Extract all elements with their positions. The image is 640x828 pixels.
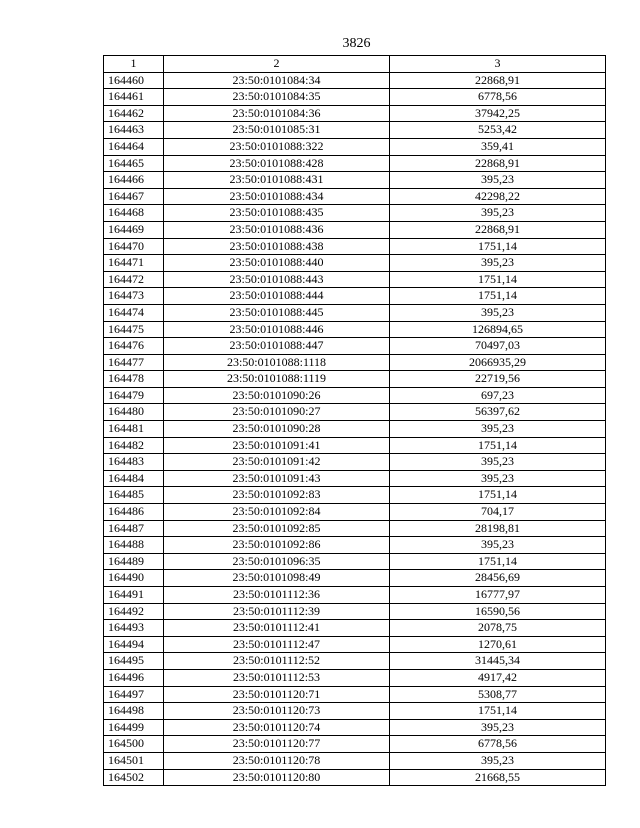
table-row: [104, 205, 606, 222]
cadastral-number-cell: 23:50:0101084:35: [164, 89, 390, 106]
row-number-cell: 164495: [104, 653, 164, 670]
table-row: [104, 703, 606, 720]
table-row: [104, 719, 606, 736]
cadastral-number-cell: 23:50:0101112:36: [164, 587, 390, 604]
cadastral-number-cell: 23:50:0101088:435: [164, 205, 390, 222]
column-header-2: 2: [164, 56, 390, 73]
table-row: [104, 155, 606, 172]
value-cell: 6778,56: [390, 736, 606, 753]
value-cell: 1751,14: [390, 288, 606, 305]
value-cell: 395,23: [390, 205, 606, 222]
cadastral-number-cell: 23:50:0101090:27: [164, 404, 390, 421]
table-row: [104, 172, 606, 189]
column-header-1: 1: [104, 56, 164, 73]
table-row: [104, 603, 606, 620]
row-number-cell: 164501: [104, 752, 164, 769]
value-cell: 37942,25: [390, 105, 606, 122]
table-row: [104, 537, 606, 554]
cadastral-number-cell: 23:50:0101092:83: [164, 487, 390, 504]
value-cell: 31445,34: [390, 653, 606, 670]
table-row: [104, 437, 606, 454]
row-number-cell: 164499: [104, 719, 164, 736]
cadastral-number-cell: 23:50:0101088:440: [164, 255, 390, 272]
cadastral-number-cell: 23:50:0101120:80: [164, 769, 390, 786]
table-row: [104, 470, 606, 487]
table-row: [104, 304, 606, 321]
value-cell: 22868,91: [390, 155, 606, 172]
row-number-cell: 164485: [104, 487, 164, 504]
row-number-cell: 164479: [104, 387, 164, 404]
cadastral-number-cell: 23:50:0101092:84: [164, 504, 390, 521]
cadastral-number-cell: 23:50:0101088:434: [164, 188, 390, 205]
value-cell: 42298,22: [390, 188, 606, 205]
table-row: [104, 686, 606, 703]
table-row: [104, 570, 606, 587]
cadastral-number-cell: 23:50:0101112:52: [164, 653, 390, 670]
value-cell: 395,23: [390, 304, 606, 321]
table-row: [104, 122, 606, 139]
table-row: [104, 371, 606, 388]
table-row: [104, 669, 606, 686]
table-row: [104, 736, 606, 753]
row-number-cell: 164462: [104, 105, 164, 122]
cadastral-number-cell: 23:50:0101088:431: [164, 172, 390, 189]
row-number-cell: 164460: [104, 72, 164, 89]
value-cell: 22719,56: [390, 371, 606, 388]
value-cell: 395,23: [390, 421, 606, 438]
cadastral-number-cell: 23:50:0101088:428: [164, 155, 390, 172]
value-cell: 395,23: [390, 719, 606, 736]
cadastral-number-cell: 23:50:0101112:53: [164, 669, 390, 686]
row-number-cell: 164466: [104, 172, 164, 189]
row-number-cell: 164496: [104, 669, 164, 686]
row-number-cell: 164465: [104, 155, 164, 172]
row-number-cell: 164467: [104, 188, 164, 205]
data-table: [103, 55, 606, 786]
table-body: [104, 72, 606, 786]
cadastral-number-cell: 23:50:0101088:322: [164, 138, 390, 155]
table-row: [104, 387, 606, 404]
row-number-cell: 164478: [104, 371, 164, 388]
value-cell: 28198,81: [390, 520, 606, 537]
row-number-cell: 164484: [104, 470, 164, 487]
cadastral-number-cell: 23:50:0101084:34: [164, 72, 390, 89]
cadastral-number-cell: 23:50:0101088:446: [164, 321, 390, 338]
page-number: 3826: [342, 36, 371, 51]
table-row: [104, 520, 606, 537]
table-row: [104, 72, 606, 89]
table-row: [104, 188, 606, 205]
value-cell: 1270,61: [390, 636, 606, 653]
row-number-cell: 164481: [104, 421, 164, 438]
row-number-cell: 164497: [104, 686, 164, 703]
row-number-cell: 164463: [104, 122, 164, 139]
cadastral-number-cell: 23:50:0101098:49: [164, 570, 390, 587]
row-number-cell: 164486: [104, 504, 164, 521]
value-cell: 2066935,29: [390, 354, 606, 371]
row-number-cell: 164500: [104, 736, 164, 753]
table-row: [104, 769, 606, 786]
table-row: [104, 89, 606, 106]
row-number-cell: 164472: [104, 271, 164, 288]
cadastral-number-cell: 23:50:0101088:436: [164, 221, 390, 238]
cadastral-number-cell: 23:50:0101088:1119: [164, 371, 390, 388]
cadastral-number-cell: 23:50:0101090:26: [164, 387, 390, 404]
row-number-cell: 164477: [104, 354, 164, 371]
row-number-cell: 164488: [104, 537, 164, 554]
cadastral-number-cell: 23:50:0101088:447: [164, 338, 390, 355]
cadastral-number-cell: 23:50:0101120:73: [164, 703, 390, 720]
table-row: [104, 421, 606, 438]
row-number-cell: 164464: [104, 138, 164, 155]
table-row: [104, 587, 606, 604]
value-cell: 1751,14: [390, 271, 606, 288]
value-cell: 1751,14: [390, 703, 606, 720]
value-cell: 1751,14: [390, 437, 606, 454]
table-row: [104, 620, 606, 637]
value-cell: 359,41: [390, 138, 606, 155]
row-number-cell: 164482: [104, 437, 164, 454]
cadastral-number-cell: 23:50:0101088:1118: [164, 354, 390, 371]
table-row: [104, 288, 606, 305]
value-cell: 395,23: [390, 470, 606, 487]
row-number-cell: 164491: [104, 587, 164, 604]
value-cell: 395,23: [390, 537, 606, 554]
value-cell: 126894,65: [390, 321, 606, 338]
value-cell: 395,23: [390, 752, 606, 769]
table-row: [104, 553, 606, 570]
cadastral-number-cell: 23:50:0101084:36: [164, 105, 390, 122]
cadastral-number-cell: 23:50:0101112:39: [164, 603, 390, 620]
row-number-cell: 164494: [104, 636, 164, 653]
value-cell: 4917,42: [390, 669, 606, 686]
row-number-cell: 164490: [104, 570, 164, 587]
row-number-cell: 164489: [104, 553, 164, 570]
cadastral-number-cell: 23:50:0101092:85: [164, 520, 390, 537]
row-number-cell: 164502: [104, 769, 164, 786]
value-cell: 395,23: [390, 172, 606, 189]
cadastral-number-cell: 23:50:0101096:35: [164, 553, 390, 570]
cadastral-number-cell: 23:50:0101088:444: [164, 288, 390, 305]
cadastral-number-cell: 23:50:0101120:78: [164, 752, 390, 769]
table-row: [104, 504, 606, 521]
value-cell: 21668,55: [390, 769, 606, 786]
table-row: [104, 338, 606, 355]
cadastral-number-cell: 23:50:0101088:443: [164, 271, 390, 288]
cadastral-number-cell: 23:50:0101120:74: [164, 719, 390, 736]
cadastral-number-cell: 23:50:0101091:41: [164, 437, 390, 454]
value-cell: 70497,03: [390, 338, 606, 355]
value-cell: 56397,62: [390, 404, 606, 421]
row-number-cell: 164483: [104, 454, 164, 471]
value-cell: 6778,56: [390, 89, 606, 106]
cadastral-number-cell: 23:50:0101088:438: [164, 238, 390, 255]
row-number-cell: 164471: [104, 255, 164, 272]
value-cell: 5308,77: [390, 686, 606, 703]
table-row: [104, 271, 606, 288]
row-number-cell: 164475: [104, 321, 164, 338]
table-row: [104, 105, 606, 122]
cadastral-number-cell: 23:50:0101120:71: [164, 686, 390, 703]
row-number-cell: 164498: [104, 703, 164, 720]
row-number-cell: 164468: [104, 205, 164, 222]
table-row: [104, 752, 606, 769]
value-cell: 16777,97: [390, 587, 606, 604]
value-cell: 2078,75: [390, 620, 606, 637]
table-row: [104, 636, 606, 653]
cadastral-number-cell: 23:50:0101092:86: [164, 537, 390, 554]
row-number-cell: 164480: [104, 404, 164, 421]
row-number-cell: 164473: [104, 288, 164, 305]
value-cell: 28456,69: [390, 570, 606, 587]
row-number-cell: 164476: [104, 338, 164, 355]
value-cell: 1751,14: [390, 553, 606, 570]
table-row: [104, 138, 606, 155]
table-row: [104, 653, 606, 670]
cadastral-number-cell: 23:50:0101091:43: [164, 470, 390, 487]
value-cell: 1751,14: [390, 238, 606, 255]
row-number-cell: 164470: [104, 238, 164, 255]
table-row: [104, 238, 606, 255]
value-cell: 395,23: [390, 454, 606, 471]
value-cell: 22868,91: [390, 72, 606, 89]
cadastral-number-cell: 23:50:0101112:41: [164, 620, 390, 637]
value-cell: 704,17: [390, 504, 606, 521]
table-row: [104, 221, 606, 238]
row-number-cell: 164469: [104, 221, 164, 238]
table-row: [104, 354, 606, 371]
value-cell: 1751,14: [390, 487, 606, 504]
row-number-cell: 164487: [104, 520, 164, 537]
value-cell: 697,23: [390, 387, 606, 404]
column-header-3: 3: [390, 56, 606, 73]
cadastral-number-cell: 23:50:0101120:77: [164, 736, 390, 753]
cadastral-number-cell: 23:50:0101090:28: [164, 421, 390, 438]
table-row: [104, 487, 606, 504]
table-row: [104, 404, 606, 421]
cadastral-number-cell: 23:50:0101091:42: [164, 454, 390, 471]
row-number-cell: 164492: [104, 603, 164, 620]
table-header-row: [104, 56, 606, 73]
value-cell: 395,23: [390, 255, 606, 272]
table-row: [104, 454, 606, 471]
row-number-cell: 164493: [104, 620, 164, 637]
row-number-cell: 164474: [104, 304, 164, 321]
cadastral-number-cell: 23:50:0101085:31: [164, 122, 390, 139]
value-cell: 5253,42: [390, 122, 606, 139]
table-row: [104, 255, 606, 272]
cadastral-number-cell: 23:50:0101112:47: [164, 636, 390, 653]
row-number-cell: 164461: [104, 89, 164, 106]
value-cell: 22868,91: [390, 221, 606, 238]
cadastral-number-cell: 23:50:0101088:445: [164, 304, 390, 321]
table-row: [104, 321, 606, 338]
value-cell: 16590,56: [390, 603, 606, 620]
